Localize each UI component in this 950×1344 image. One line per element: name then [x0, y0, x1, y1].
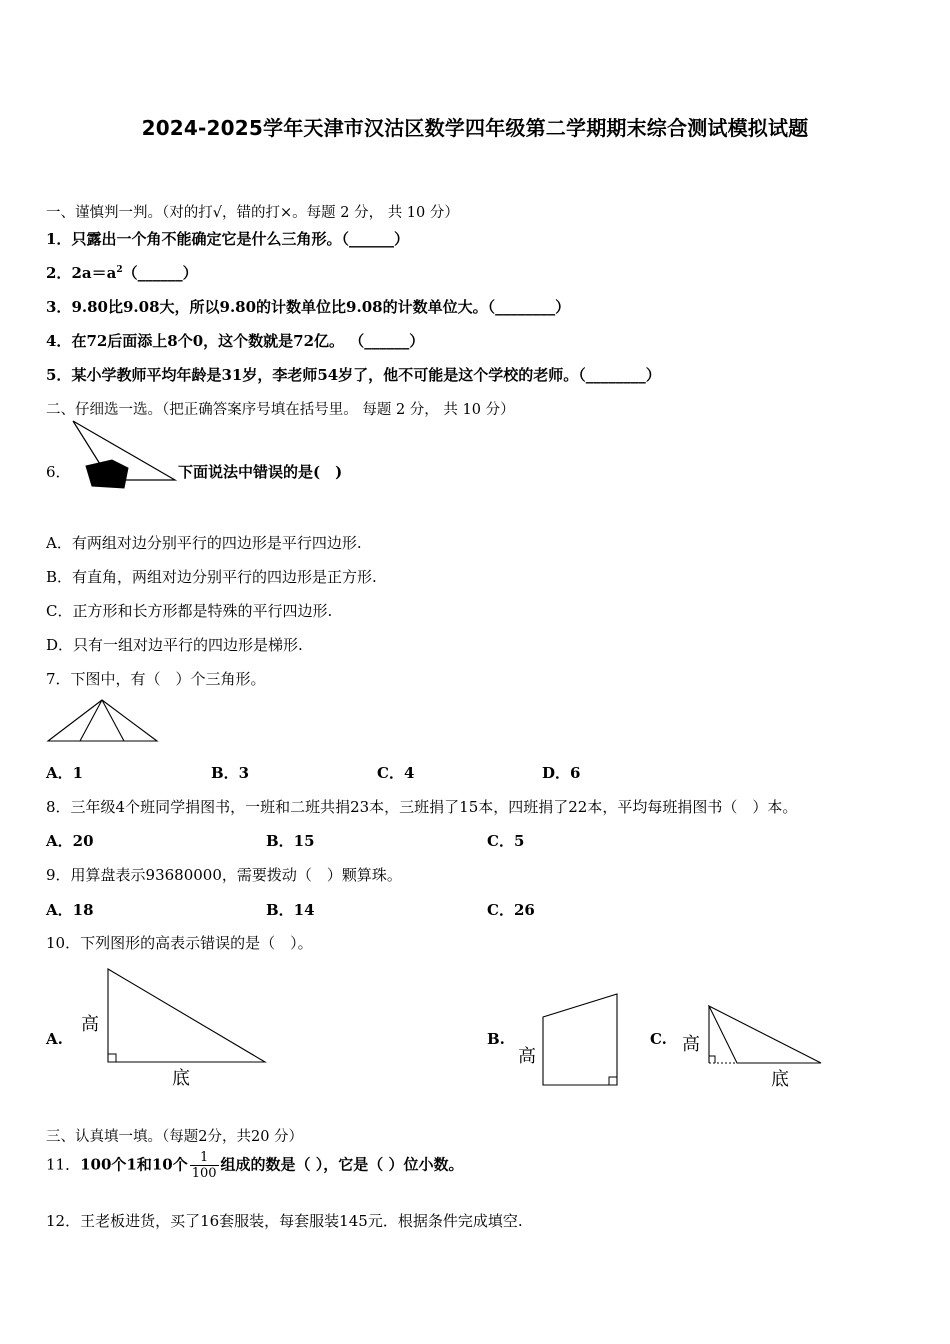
question-6-text: 下面说法中错误的是( ) — [178, 463, 343, 481]
right-angle-mark — [108, 1054, 116, 1062]
question-11 — [46, 1150, 464, 1181]
section-3-heading: 三、认真填一填。（每题2分，共20 分） — [46, 1129, 304, 1145]
option-7c: C．4 — [377, 764, 415, 782]
question-text: 9.80比9.08大，所以9.80的计数单位比9.08的计数单位大。（________） — [71, 298, 571, 316]
base-label-c: 底 — [771, 1069, 789, 1090]
question-4 — [46, 330, 424, 351]
question-8 — [46, 796, 797, 817]
right-angle-mark — [609, 1077, 617, 1085]
fraction-one-hundredth — [190, 1150, 219, 1181]
trapezoid-figure-b — [540, 990, 622, 1090]
option-8a: A．20 — [46, 832, 94, 850]
question-10 — [46, 932, 313, 953]
option-7a: A．1 — [46, 764, 84, 782]
question-number: 3． — [46, 298, 72, 316]
triangle-partially-covered-figure — [70, 418, 180, 493]
question-text: 下图中，有（ ）个三角形。 — [70, 670, 266, 688]
base-label-a: 底 — [172, 1068, 190, 1089]
question-text: 某小学教师平均年龄是31岁，李老师54岁了，他不可能是这个学校的老师。（________） — [71, 366, 661, 384]
fraction-numerator: 1 — [190, 1150, 219, 1166]
question-number: 8． — [46, 798, 71, 816]
question-text-part1: 100个1和10个 — [80, 1155, 188, 1174]
option-8b: B．15 — [266, 832, 315, 850]
question-9 — [46, 864, 402, 885]
answer-blank: （______） — [122, 264, 198, 282]
question-text: 用算盘表示93680000，需要拨动（ ）颗算珠。 — [70, 866, 402, 884]
option-7b: B．3 — [211, 764, 250, 782]
question-number: 9． — [46, 866, 71, 884]
question-number: 1． — [46, 230, 72, 248]
question-number: 4． — [46, 332, 72, 350]
option-8c: C．5 — [487, 832, 525, 850]
option-10c-label: C. — [650, 1030, 667, 1048]
obtuse-triangle-figure-c — [700, 1003, 825, 1068]
section-2-heading: 二、仔细选一选。（把正确答案序号填在括号里。 每题 2 分， 共 10 分） — [46, 402, 515, 418]
question-number: 12． — [46, 1212, 81, 1230]
question-6-number: 6． — [46, 463, 71, 481]
option-9c: C．26 — [487, 901, 535, 919]
question-text: 王老板进货，买了16套服装，每套服装145元．根据条件完成填空. — [80, 1212, 523, 1230]
triangle-a-shape — [108, 969, 265, 1062]
right-angle-mark — [709, 1056, 715, 1063]
option-6a: A．有两组对边分别平行的四边形是平行四边形. — [46, 534, 362, 552]
outer-triangle — [48, 700, 157, 741]
trapezoid-b-shape — [543, 994, 617, 1085]
inner-line-right — [102, 700, 124, 741]
question-12 — [46, 1210, 523, 1231]
inner-line-left — [80, 700, 102, 741]
option-9a: A．18 — [46, 901, 94, 919]
question-number: 2． — [46, 264, 72, 282]
fraction-denominator: 100 — [191, 1166, 217, 1181]
question-number: 10． — [46, 934, 81, 952]
question-number: 5． — [46, 366, 72, 384]
triangle-c-shape — [709, 1006, 821, 1063]
question-text: 三年级4个班同学捐图书，一班和二班共捐23本，三班捐了15本，四班捐了22本，平均每班捐图书（ ）本。 — [70, 798, 798, 816]
question-1 — [46, 228, 409, 249]
height-label-a: 高 — [81, 1014, 99, 1035]
question-number: 7． — [46, 670, 71, 688]
option-10b-label: B. — [487, 1030, 505, 1048]
option-7d: D．6 — [542, 764, 581, 782]
height-label-c: 高 — [682, 1034, 700, 1055]
section-1-heading: 一、谨慎判一判。（对的打√，错的打×。每题 2 分， 共 10 分） — [46, 205, 459, 221]
question-text: 只露出一个角不能确定它是什么三角形。（______） — [71, 230, 409, 248]
question-5 — [46, 364, 661, 385]
question-text: 下列图形的高表示错误的是（ ）。 — [80, 934, 313, 952]
question-7 — [46, 668, 266, 689]
option-6b: B．有直角，两组对边分别平行的四边形是正方形. — [46, 568, 377, 586]
triangle-count-figure — [46, 698, 161, 743]
superscript-exponent: 2 — [116, 265, 123, 275]
question-text-part2: 组成的数是（ ），它是（ ）位小数。 — [220, 1155, 464, 1174]
question-text: 2a＝a — [71, 264, 117, 282]
option-10a-label: A. — [46, 1030, 63, 1048]
question-3 — [46, 296, 570, 317]
height-label-b: 高 — [518, 1046, 536, 1067]
question-text: 在72后面添上8个0，这个数就是72亿。 （______） — [71, 332, 425, 350]
option-9b: B．14 — [266, 901, 315, 919]
question-2 — [46, 262, 198, 283]
option-6d: D．只有一组对边平行的四边形是梯形. — [46, 636, 303, 654]
question-number: 11． — [46, 1155, 81, 1174]
page-title: 2024-2025学年天津市汉沽区数学四年级第二学期期末综合测试模拟试题 — [141, 116, 809, 140]
option-6c: C．正方形和长方形都是特殊的平行四边形. — [46, 602, 333, 620]
